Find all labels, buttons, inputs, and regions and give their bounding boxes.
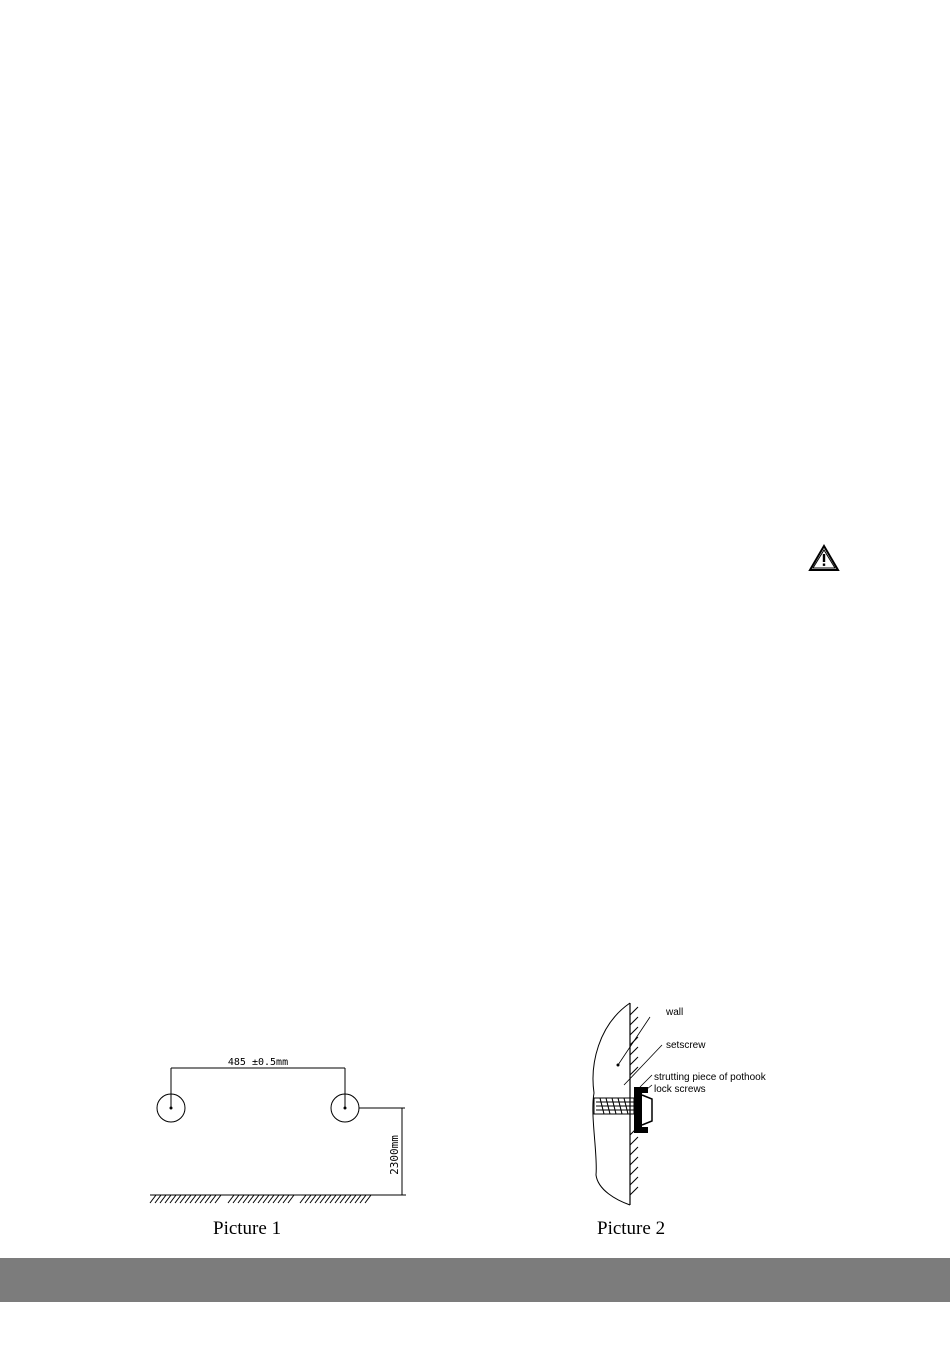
label-lock-screws: lock screws xyxy=(654,1084,706,1095)
picture-1-diagram xyxy=(140,1045,420,1215)
dimension-horizontal: 485 ±0.5mm xyxy=(227,1057,289,1068)
pothook-bracket xyxy=(634,1087,642,1133)
label-setscrew: setscrew xyxy=(666,1040,706,1051)
picture-2-diagram xyxy=(580,995,840,1215)
label-wall: wall xyxy=(666,1007,684,1018)
footer-bar xyxy=(0,1258,950,1302)
dimension-vertical: 2300mm xyxy=(388,1135,401,1175)
picture-1-caption: Picture 1 xyxy=(213,1218,282,1239)
floor-hatching xyxy=(150,1195,371,1203)
label-strutting-piece: strutting piece of pothook xyxy=(654,1072,766,1083)
warning-triangle-icon xyxy=(808,544,840,572)
picture-2-caption: Picture 2 xyxy=(597,1218,666,1239)
